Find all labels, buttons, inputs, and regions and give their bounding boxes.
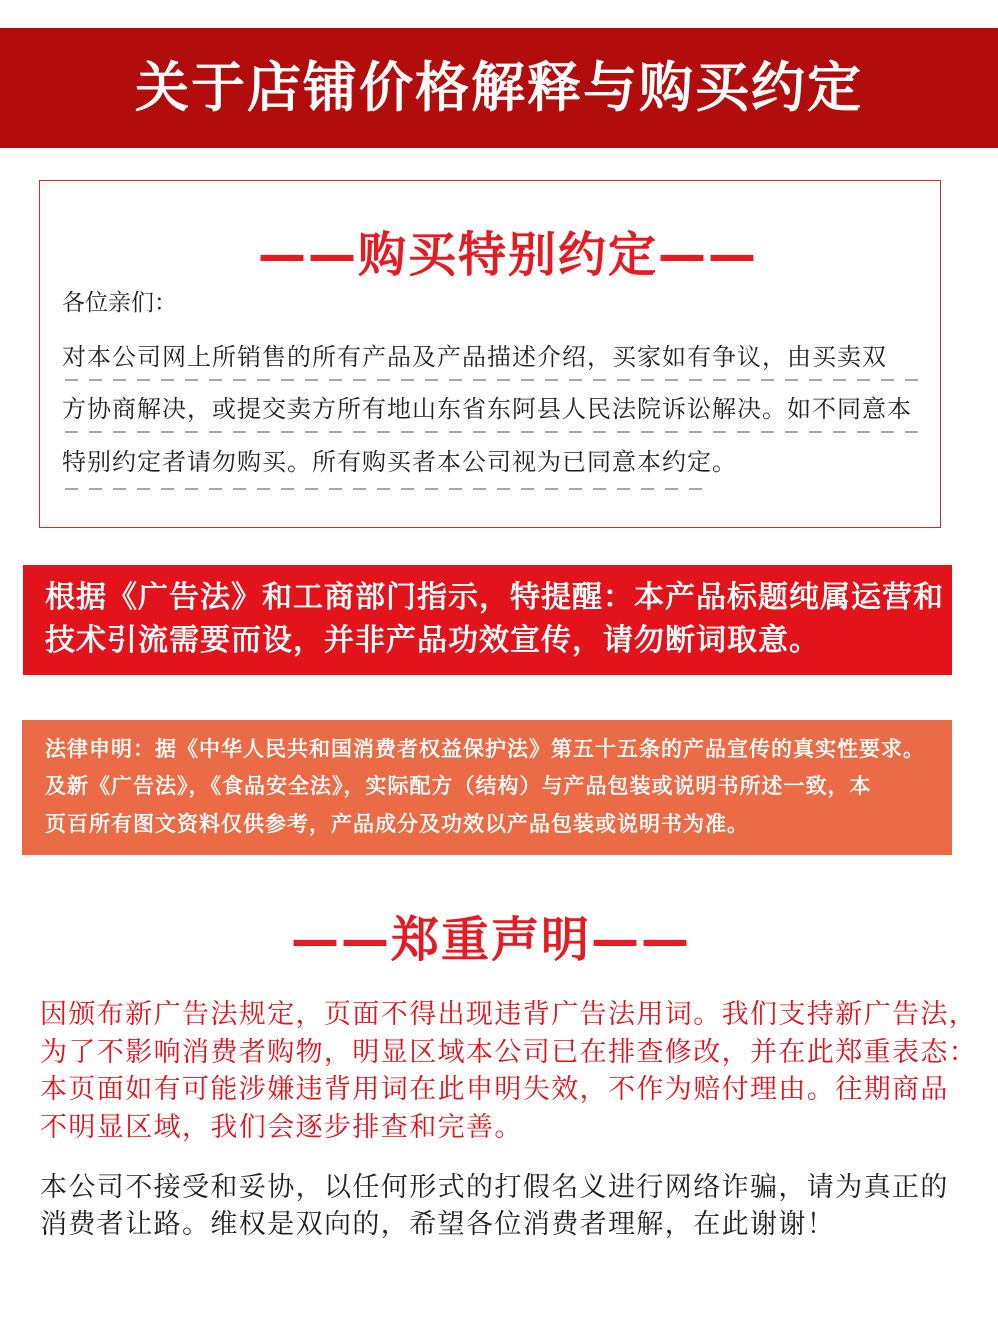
reminder-line: 根据《广告法》和工商部门指示，特提醒：本产品标题纯属运营和 bbox=[45, 580, 944, 615]
statement-red-line: 本页面如有可能涉嫌违背用词在此申明失效，不作为赔付理由。往期商品 bbox=[40, 1074, 949, 1105]
legal-line: 及新《广告法》，《食品安全法》，实际配方（结构）与产品包装或说明书所述一致，本 bbox=[45, 774, 872, 798]
dashed-rule bbox=[65, 431, 926, 433]
advertising-law-reminder bbox=[23, 565, 952, 675]
agreement-line: 对本公司网上所销售的所有产品及产品描述介绍，买家如有争议，由买卖双 bbox=[62, 343, 887, 371]
agreement-line: 特别约定者请勿购买。所有购买者本公司视为已同意本约定。 bbox=[62, 448, 737, 476]
legal-line: 页百所有图文资料仅供参考，产品成分及功效以产品包装或说明书为准。 bbox=[45, 812, 749, 836]
statement-black-line: 消费者让路。维权是双向的，希望各位消费者理解，在此谢谢！ bbox=[40, 1209, 836, 1240]
dashed-rule bbox=[65, 488, 706, 490]
legal-statement-box bbox=[22, 720, 952, 855]
statement-red-line: 不明显区域，我们会逐步排查和完善。 bbox=[40, 1111, 523, 1143]
purchase-agreement-box bbox=[39, 180, 941, 528]
title-banner bbox=[0, 28, 998, 148]
page-title: 关于店铺价格解释与购买约定 bbox=[135, 56, 863, 119]
dashed-rule bbox=[65, 379, 926, 381]
agreement-greeting: 各位亲们： bbox=[62, 290, 177, 316]
agreement-line: 方协商解决，或提交卖方所有地山东省东阿县人民法院诉讼解决。如不同意本 bbox=[62, 395, 912, 423]
statement-red-line: 因颁布新广告法规定，页面不得出现违背广告法用词。我们支持新广告法， bbox=[40, 999, 978, 1030]
reminder-line: 技术引流需要而设，并非产品功效宣传，请勿断词取意。 bbox=[45, 623, 820, 658]
statement-black-line: 本公司不接受和妥协，以任何形式的打假名义进行网络诈骗，请为真正的 bbox=[40, 1172, 949, 1203]
legal-line: 法律申明：据《中华人民共和国消费者权益保护法》第五十五条的产品宣传的真实性要求。 bbox=[45, 737, 925, 761]
statement-red-line: 为了不影响消费者购物，明显区域本公司已在排查修改，并在此郑重表态： bbox=[40, 1036, 978, 1068]
statement-heading: ——郑重声明—— bbox=[290, 912, 691, 968]
agreement-heading: ——购买特别约定—— bbox=[257, 227, 758, 283]
statement-red-paragraph bbox=[40, 996, 990, 1146]
statement-black-paragraph bbox=[40, 1169, 990, 1243]
